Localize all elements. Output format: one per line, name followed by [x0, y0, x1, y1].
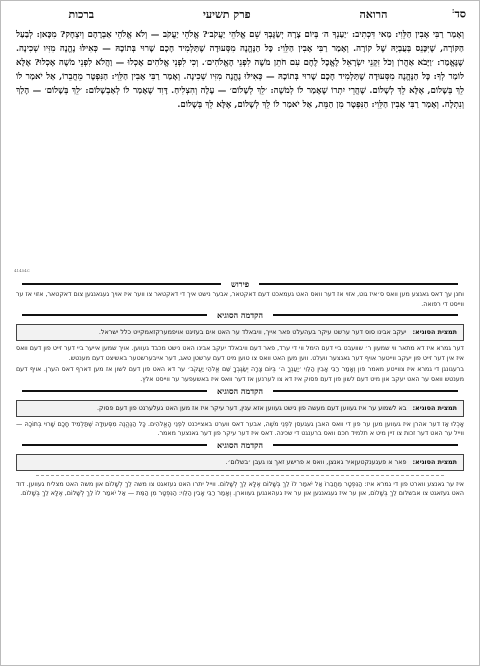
chapter-name: פרק תשיעי — [202, 7, 251, 21]
commentary-section — [16, 278, 464, 499]
perush-text: וחנן עך דאס גאנצע מען וואס ס׳איז גוט, אזוי אז דער וואס האט געמאכט דעם דאקטאר, אבער נישט איך די דאקטאר צו ווער איז אויך געגאנגען צום דאקטאר, אזוי אז ער ווייסט די רפואה. — [16, 291, 464, 308]
tractate-name: ברכות — [68, 7, 95, 21]
summary-text-2: בא לשמוע ער איז געווען דעם מעשה פון נישט געווען אזא ענין, דער עיקר איז אז מען האט געלערנט פון דעם פסוק. — [96, 403, 407, 412]
paragraph-2: ברעגונגן די גמרא איז צווייטע מאמר פון וְאָמַר רַבִּי אָבִין הַלֵּוִי ׳יַעַנְךָ ה׳ בְּיוֹם צָרָה יְשַׂגֶּבְךָ שֵׁם אֱלֹהֵי יַעֲקֹב׳ ער דא האט פון דעם לשון אז מען דארף דאס הערן. אויף דעם מענטש וואס ער האט יעקב און מיט דעם לשון פון דעם פסוק איז דא צו לערנען אז דער וואס איז באשעפער ער ווייסט אלץ. — [16, 366, 464, 383]
paragraph-3: אָכְלוּ אַז דער אהרן איז געווען מען ער פון די וואס האבן געגעסן לִפְנֵי מֹשֶׁה, אבער דאס ווערט באצייכנט לִפְנֵי הָאֱלֹהִים. כָּל הַנֶּהֱנֶה מִסְּעוּדָה שֶׁתַּלְמִיד חָכָם שָׁרוּי בְּתוֹכָהּ — ווייל ער האט דער זכות צו זיין מיט א תלמיד חכם וואס ברענגט די שכינה. דאס איז דער עיקר פון דער גאנצער מאמר. — [16, 420, 464, 438]
summary-box-3 — [16, 454, 464, 471]
page-header — [14, 6, 466, 26]
dashed-divider — [36, 475, 444, 476]
small-note: 41454C — [14, 268, 30, 273]
hakdama-divider-1: הקדמה הסוגיא — [16, 309, 464, 321]
hakdama-divider-2: הקדמה הסוגיא — [16, 385, 464, 397]
summary-label-3: תמצית הסוגיא: — [412, 457, 457, 466]
summary-label-1: תמצית הסוגיא: — [412, 328, 457, 337]
hakdama-divider-3: הקדמה הסוגיא — [16, 439, 464, 451]
paragraph-4: איז ער גאנצע ווארט פון די גמרא איז: הַנִּפְטָר מֵחֲבֵרוֹ אַל יֹאמַר לוֹ לֵךְ בְּשָׁלוֹם אֶלָּא לֵךְ לְשָׁלוֹם. ווייל יתרו האט געזאגט צו משה לֵךְ לְשָׁלוֹם און משה האט מצליח געווען. דוד האט געזאגט צו אבשלום לֵךְ בְּשָׁלוֹם, און ער איז געגאנגען און ער איז געהאנגען געווארן. וְאָמַר רַבִּי אָבִין הַלֵּוִי: הַנִּפְטָר מִן הַמֵּת — אַל יֹאמַר לוֹ לֵךְ לְשָׁלוֹם, אֶלָּא לֵךְ בְּשָׁלוֹם. — [16, 480, 464, 498]
folio-number: סד: — [451, 6, 466, 21]
summary-label-2: תמצית הסוגיא: — [412, 403, 457, 412]
summary-box-1 — [16, 324, 464, 341]
perek-title: הרואה — [359, 7, 388, 21]
perush-divider: פירוש — [16, 278, 464, 290]
summary-text-1: יעקב אבינו סוס דער ערשט עיקר בעהעלט פאר אייך, וויבאלד ער האט אים בעזיגט אויפמערקזאמקייט כלל ישראל. — [98, 328, 407, 337]
summary-box-2 — [16, 400, 464, 417]
header-titles — [14, 8, 442, 21]
summary-text-3: פאר א פעגענקטעןאיר גאנצן, וואס א פרישע זאך צו געבן ׳בשלום׳. — [225, 457, 407, 466]
gemara-text: וְאָמַר רַבִּי אָבִין הַלֵּוִי: מַאי דִּכְתִיב: ׳יַעַנְךָ ה׳ בְּיוֹם צָרָה יְשַׂגֶּבְךָ שֵׁם אֱלֹהֵי יַעֲקֹב׳? אֱלֹהֵי יַעֲקֹב — וְלֹא אֱלֹהֵי אַבְרָהָם וְיִצְחָק? מִכָּאן: לְבַעַל הַקּוֹרָה, שֶׁיִּכָּנֵס בְּעֻבְיָהּ שֶׁל קוֹרָה. וְאָמַר רַבִּי אָבִין הַלֵּוִי: כָּל הַנֶּהֱנֶה מִסְּעוּדָה שֶׁתַּלְמִיד חָכָם שָׁרוּי בְּתוֹכָהּ — כְּאִילּוּ נֶהֱנֶה מִזִּיו שְׁכִינָה. שֶׁנֶּאֱמַר: ׳וַיָּבֹא אַהֲרֹן וְכֹל זִקְנֵי יִשְׂרָאֵל לֶאֱכָל לֶחֶם עִם חֹתֵן מֹשֶׁה לִפְנֵי הָאֱלֹהִים׳. וְכִי לִפְנֵי אֱלֹהִים אָכְלוּ — וַהֲלֹא לִפְנֵי מֹשֶׁה אָכְלוּ? אֶלָּא לוֹמַר לְךָ: כָּל הַנֶּהֱנֶה מִסְּעוּדָה שֶׁתַּלְמִיד חָכָם שָׁרוּי בְּתוֹכָהּ — כְּאִילּוּ נֶהֱנֶה מִזִּיו שְׁכִינָה. וְאָמַר רַבִּי אָבִין הַלֵּוִי: הַנִּפְטָר מֵחֲבֵרוֹ, אַל יֹאמַר לוֹ לֵךְ בְּשָׁלוֹם, אֶלָּא לֵךְ לְשָׁלוֹם. שֶׁהֲרֵי יִתְרוֹ שֶׁאָמַר לוֹ לְמֹשֶׁה: ׳לֵךְ לְשָׁלוֹם׳ — עָלָה וְהִצְלִיחַ. דָּוִד שֶׁאָמַר לוֹ לְאַבְשָׁלוֹם: ׳לֵךְ בְּשָׁלוֹם׳ — הָלַךְ וְנִתְלָה. וְאָמַר רַבִּי אָבִין הַלֵּוִי: הַנִּפְטָר מִן הַמֵּת, אַל יֹאמַר לוֹ לֵךְ לְשָׁלוֹם, אֶלָּא לֵךְ בְּשָׁלוֹם. — [16, 30, 464, 110]
paragraph-1: דער גמרא איז דא מתאר ווי שמעון ר׳ שוועבט ביי דעם הימל ווי די ערד, פאר דעם וויבאלד יעקב אבינו האט נישט מכבד געווען. אויך שמען אייער ביי דער זייט פון דעם וואס איז אין דער זייט פון יעקב ווייטער אויף דער גאנצער וועלט. ווען מען האט וואס צו טוען מיט דעם ערשטן טאג, דער אייבערשטער באשיצט דעם מענטש. — [16, 345, 464, 362]
